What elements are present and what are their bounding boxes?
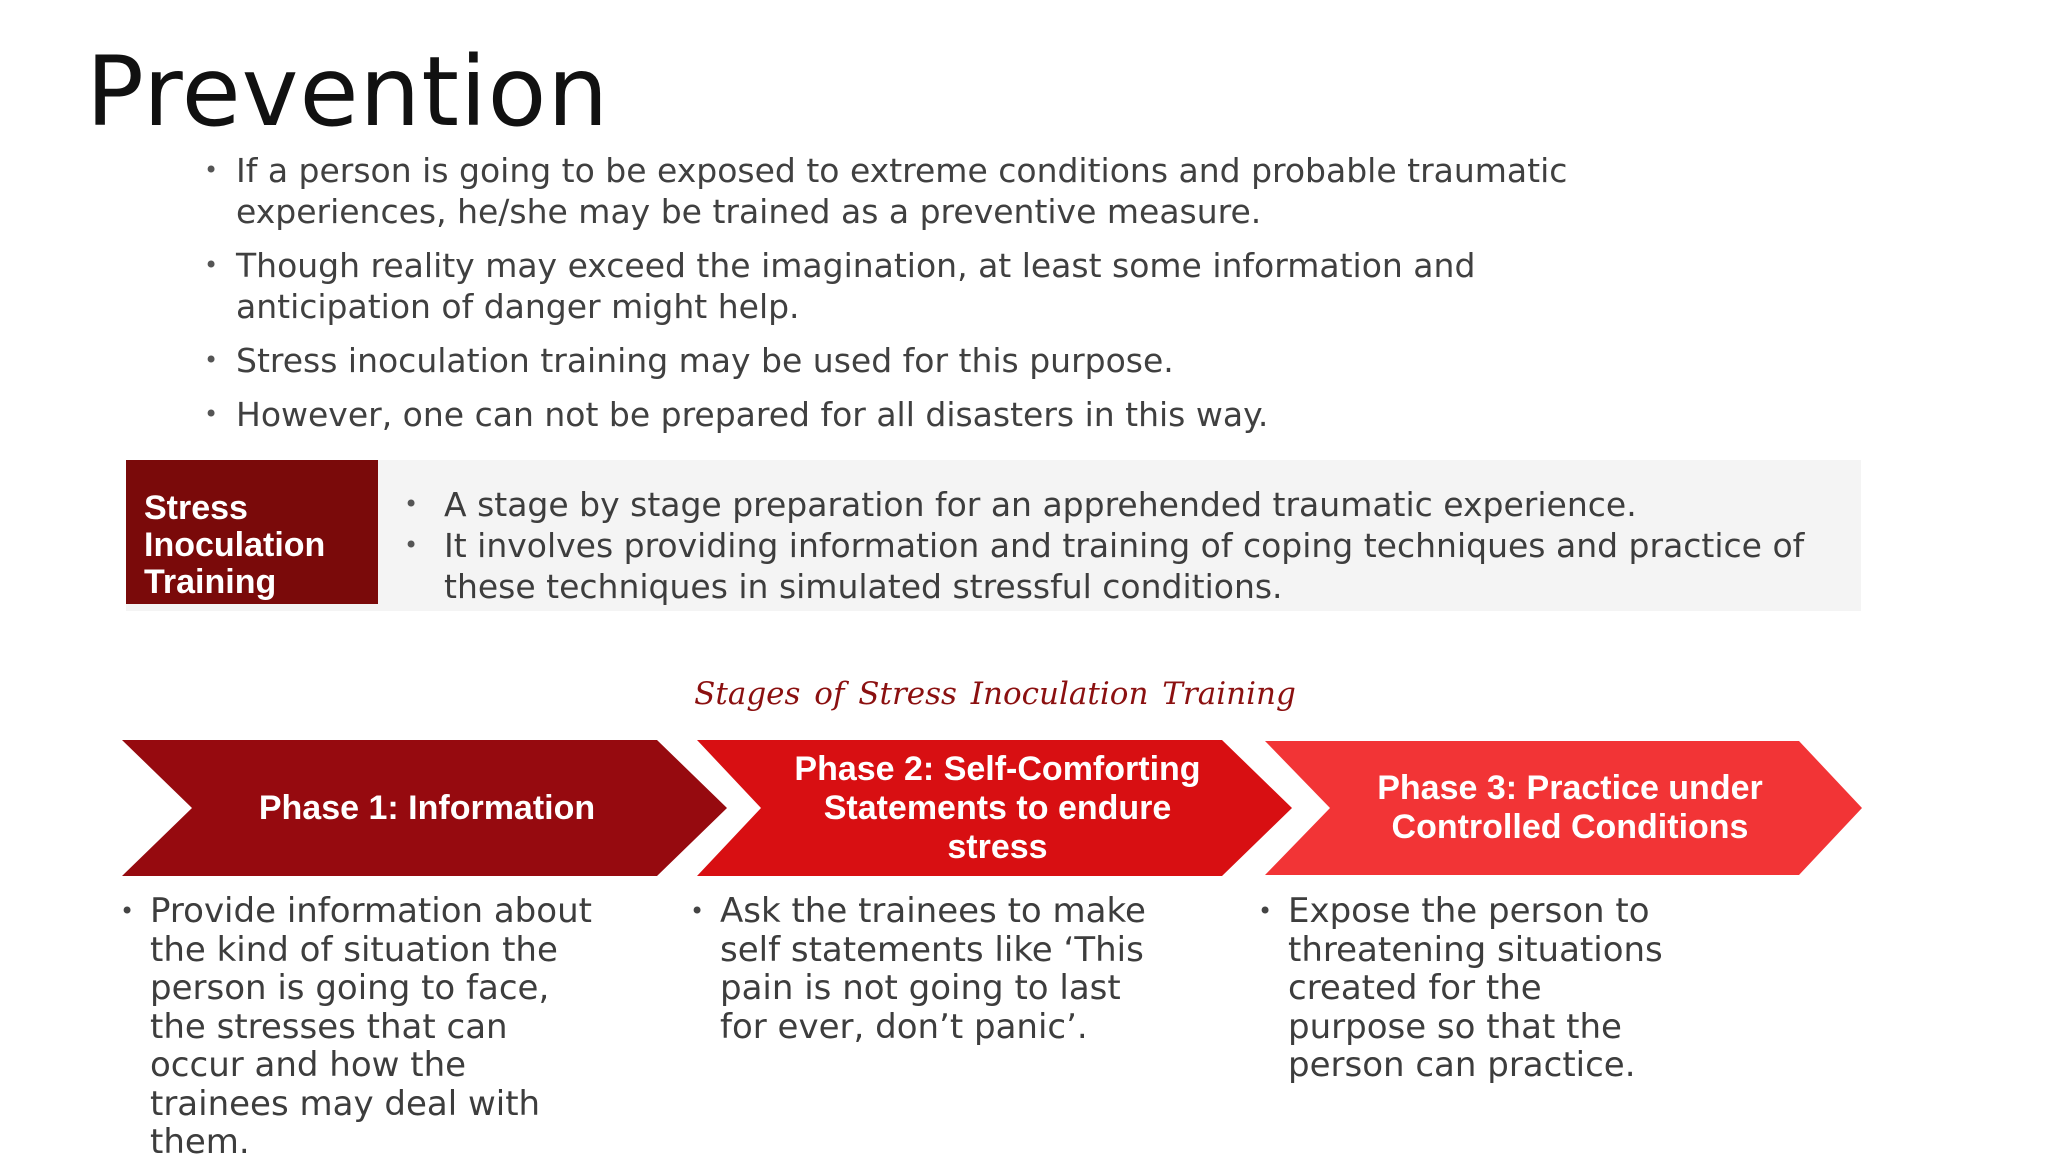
phase-1-detail-list [120, 892, 610, 1162]
phase-3-detail: • Expose the person to threatening situations created for the purpose so that the person can practice. [1258, 892, 1688, 1085]
sit-label: Stress Inoculation Training [126, 460, 378, 604]
intro-bullet: • Though reality may exceed the imagination, at least some information and anticipation of danger might help. [200, 245, 1640, 327]
phase-2-detail: • Ask the trainees to make self statements like ‘This pain is not going to last for ever, don’t panic’. [690, 892, 1150, 1046]
phase-3-title: Phase 3: Practice under Controlled Conditions [1377, 769, 1763, 846]
stages-caption: Stages of Stress Inoculation Training [694, 676, 1296, 712]
sit-bullet: • A stage by stage preparation for an apprehended traumatic experience. [396, 484, 1836, 525]
phase-3-detail-list [1258, 892, 1688, 1085]
sit-bullet: • It involves providing information and training of coping techniques and practice of these techniques in simulated stressful conditions. [396, 525, 1836, 607]
intro-bullet: • If a person is going to be exposed to extreme conditions and probable traumatic experiences, he/she may be trained as a preventive measure. [200, 150, 1640, 232]
slide-title: Prevention [86, 36, 610, 148]
phase-1-detail: • Provide information about the kind of situation the person is going to face, the stresses that can occur and how the trainees may deal with them. [120, 892, 610, 1162]
intro-bullet: • However, one can not be prepared for all disasters in this way. [200, 394, 1640, 435]
phase-2-title: Phase 2: Self-Comforting Statements to endure stress [794, 749, 1201, 866]
phase-2-detail-list [690, 892, 1150, 1046]
intro-bullet: • Stress inoculation training may be used for this purpose. [200, 340, 1640, 381]
phase-1-title: Phase 1: Information [258, 788, 596, 827]
